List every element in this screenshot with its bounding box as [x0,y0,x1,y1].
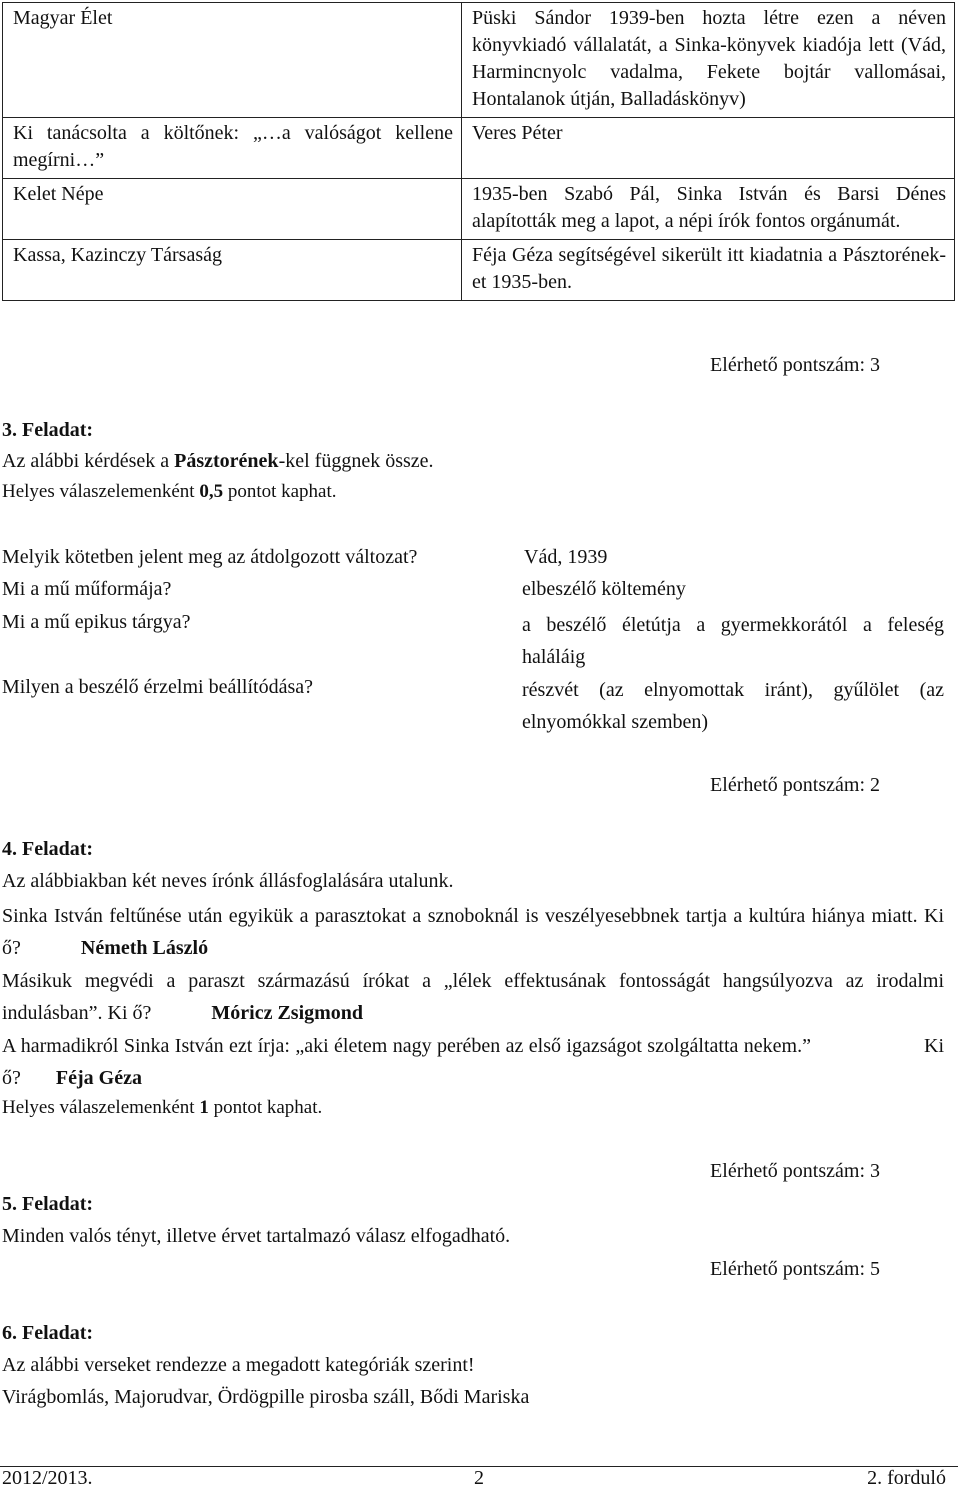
table-cell-left: Magyar Élet [3,3,462,118]
paragraph-text: Másikuk megvédi a paraszt származású írókat a „lélek effektusának fontosságát hangsúlyozva az irodalmi indulásban”. Ki ő? [2,970,944,1024]
table-row [3,3,955,118]
task-number: 3. Feladat: [2,419,94,441]
scoring-text-end: pontot kaphat. [208,1097,323,1118]
task3-scoring [2,479,337,505]
question-4: Milyen a beszélő érzelmi beállítódása? [2,676,313,698]
points-value: 3 [870,354,880,376]
points-value: 2 [870,774,880,796]
table-cell-right: Veres Péter [462,118,955,179]
table-cell-right: Féja Géza segítségével sikerült itt kiadatnia a Pásztorének-et 1935-ben. [462,240,955,301]
table-cell-right: Püski Sándor 1939-ben hozta létre ezen a néven könyvkiadó vállalatát, a Sinka-könyvek kiadója lett (Vád, Harmincnyolc vadalma, Fekete bojtár vallomásai, Hontalanok útján, Balladáskönyv) [462,3,955,118]
scoring-text: Helyes válaszelemenként [2,1097,200,1118]
task-number: 6. Feladat: [2,1322,94,1344]
question-3: Mi a mű epikus tárgya? [2,611,191,633]
question-2: Mi a mű műformája? [2,578,172,600]
points-label: Elérhető pontszám: [710,1160,870,1182]
scoring-bold: 0,5 [199,481,224,502]
points-line [710,352,880,379]
task6-text: Az alábbi verseket rendezze a megadott kategóriák szerint! [2,1354,475,1376]
answer-2: elbeszélő költemény [522,578,686,600]
task3-heading [2,417,93,444]
task6-heading [2,1320,93,1347]
answer-name: Féja Géza [55,1067,142,1089]
scoring-text: Helyes válaszelemenként [2,481,200,502]
table-row [3,240,955,301]
footer-page-number: 2 [474,1467,484,1489]
intro-bold: Pásztorének [174,450,279,472]
intro-text-end: -kel függnek össze. [278,450,434,472]
task4-scoring [2,1095,322,1121]
task4-paragraph-1 [2,900,944,964]
task5-heading [2,1191,93,1218]
question-ki: Ki ő? [2,1035,945,1089]
task-number: 4. Feladat: [2,838,94,860]
points-value: 5 [870,1258,880,1280]
points-label: Elérhető pontszám: [710,1258,870,1280]
table-cell-left: Kelet Népe [3,179,462,240]
task6-poem-list: Virágbomlás, Majorudvar, Ördögpille pirosba száll, Bődi Mariska [2,1386,530,1408]
scoring-bold: 1 [199,1097,209,1118]
points-label: Elérhető pontszám: [710,354,870,376]
task3-intro [2,448,434,475]
table-cell-left: Kassa, Kazinczy Társaság [3,240,462,301]
task-number: 5. Feladat: [2,1193,94,1215]
points-line [710,1256,880,1283]
table-cell-right: 1935-ben Szabó Pál, Sinka István és Barsi Dénes alapították meg a lapot, a népi írók fontos orgánumát. [462,179,955,240]
answer-4: részvét (az elnyomottak iránt), gyűlölet (az elnyomókkal szemben) [522,679,944,733]
answer-name: Móricz Zsigmond [211,1002,364,1024]
answer-1: Vád, 1939 [524,546,608,568]
points-line [710,1158,880,1185]
points-label: Elérhető pontszám: [710,774,870,796]
task4-heading [2,836,93,863]
points-value: 3 [870,1160,880,1182]
table-cell-left: Ki tanácsolta a költőnek: „…a valóságot kellene megírni…” [3,118,462,179]
footer-round: 2. forduló [867,1467,946,1489]
answer-name: Németh László [80,937,209,959]
table-row [3,118,955,179]
task5-text: Minden valós tényt, illetve érvet tartalmazó válasz elfogadható. [2,1225,511,1247]
points-line [710,772,880,799]
task4-paragraph-3 [2,1030,944,1094]
question-1: Melyik kötetben jelent meg az átdolgozott változat? [2,546,418,568]
answer-table [2,2,955,301]
task4-paragraph-2 [2,965,944,1029]
footer-year: 2012/2013. [2,1467,93,1489]
paragraph-text: Sinka István feltűnése után egyikük a parasztokat a sznoboknál is veszélyesebbnek tartja a kultúra hiánya miatt. Ki ő? [2,905,944,959]
paragraph-text: A harmadikról Sinka István ezt írja: „aki életem nagy perében az első igazságot szolgáltatta nekem.” [2,1035,811,1057]
scoring-text-end: pontot kaphat. [223,481,337,502]
task4-intro: Az alábbiakban két neves írónk állásfoglalására utalunk. [2,870,454,892]
table-row [3,179,955,240]
intro-text: Az alábbi kérdések a [2,450,175,472]
answer-3: a beszélő életútja a gyermekkorától a feleség haláláig [522,614,944,668]
